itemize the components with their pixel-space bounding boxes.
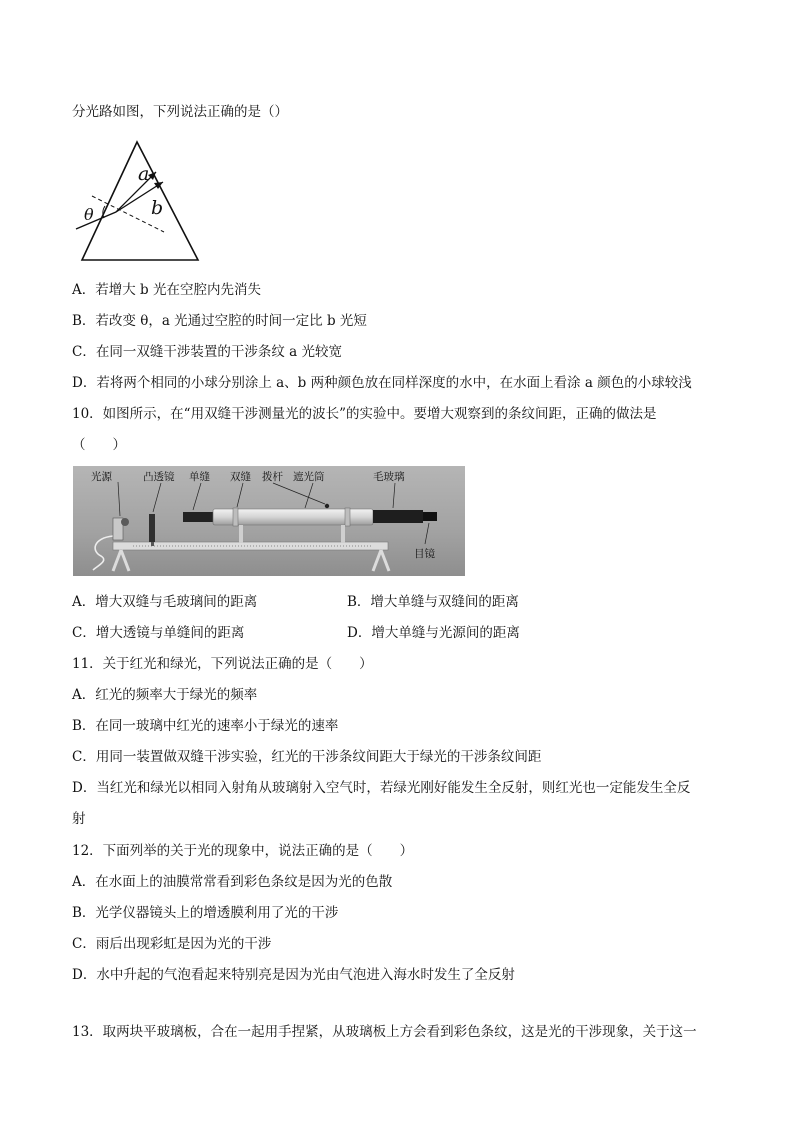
q10-option-d: D．增大单缝与光源间的距离 xyxy=(347,625,520,641)
q10-stem-paren: （ ） xyxy=(72,437,126,453)
q12-option-b: B．光学仪器镜头上的增透膜利用了光的干涉 xyxy=(72,905,339,921)
q9-option-a: A．若增大 b 光在空腔内先消失 xyxy=(72,282,261,298)
angle-theta-label: θ xyxy=(84,205,94,224)
q11-option-b: B．在同一玻璃中红光的速率小于绿光的速率 xyxy=(72,718,339,734)
q11-option-c: C．用同一装置做双缝干涉实验，红光的干涉条纹间距大于绿光的干涉条纹间距 xyxy=(72,749,542,765)
q11-stem: 11．关于红光和绿光，下列说法正确的是（ ） xyxy=(72,656,373,672)
label-double-slit: 双缝 xyxy=(230,471,251,483)
ray-a-label: a xyxy=(138,163,150,185)
ray-b-label: b xyxy=(151,197,164,219)
q12-option-a: A．在水面上的油膜常常看到彩色条纹是因为光的色散 xyxy=(72,874,393,890)
q12-option-c: C．雨后出现彩虹是因为光的干涉 xyxy=(72,936,272,952)
q9-option-d: D．若将两个相同的小球分别涂上 a、b 两种颜色放在同样深度的水中，在水面上看涂 a 颜色的小球较浅 xyxy=(72,375,692,391)
intro-line: 分光路如图，下列说法正确的是（） xyxy=(72,104,288,120)
q9-option-b: B．若改变 θ，a 光通过空腔的时间一定比 b 光短 xyxy=(72,313,367,329)
prism-diagram xyxy=(72,138,212,264)
q10-option-c: C．增大透镜与单缝间的距离 xyxy=(72,625,245,641)
q10-option-b: B．增大单缝与双缝间的距离 xyxy=(347,594,519,610)
q12-stem: 12．下面列举的关于光的现象中，说法正确的是（ ） xyxy=(72,843,414,859)
q11-option-d-wrap: 射 xyxy=(72,811,86,827)
label-frosted-glass: 毛玻璃 xyxy=(373,471,405,483)
q12-option-d: D．水中升起的气泡看起来特别亮是因为光由气泡进入海水时发生了全反射 xyxy=(72,967,515,983)
label-lever: 拨杆 xyxy=(262,471,283,483)
label-shade-tube: 遮光筒 xyxy=(293,471,325,483)
q10-stem: 10．如图所示，在“用双缝干涉测量光的波长”的实验中。要增大观察到的条纹间距，正确的做法是 xyxy=(72,406,657,422)
q11-option-d: D．当红光和绿光以相同入射角从玻璃射入空气时，若绿光刚好能发生全反射，则红光也一定能发生全反 xyxy=(72,780,691,796)
q13-stem: 13．取两块平玻璃板，合在一起用手捏紧，从玻璃板上方会看到彩色条纹，这是光的干涉现象，关于这一 xyxy=(72,1024,697,1040)
label-convex-lens: 凸透镜 xyxy=(143,471,175,483)
label-eyepiece: 目镜 xyxy=(414,548,435,560)
label-single-slit: 单缝 xyxy=(189,471,210,483)
q10-option-a: A．增大双缝与毛玻璃间的距离 xyxy=(72,594,258,610)
q11-option-a: A．红光的频率大于绿光的频率 xyxy=(72,687,258,703)
q9-option-c: C．在同一双缝干涉装置的干涉条纹 a 光较宽 xyxy=(72,344,342,360)
label-light-source: 光源 xyxy=(91,471,112,483)
double-slit-apparatus-photo xyxy=(73,466,465,576)
